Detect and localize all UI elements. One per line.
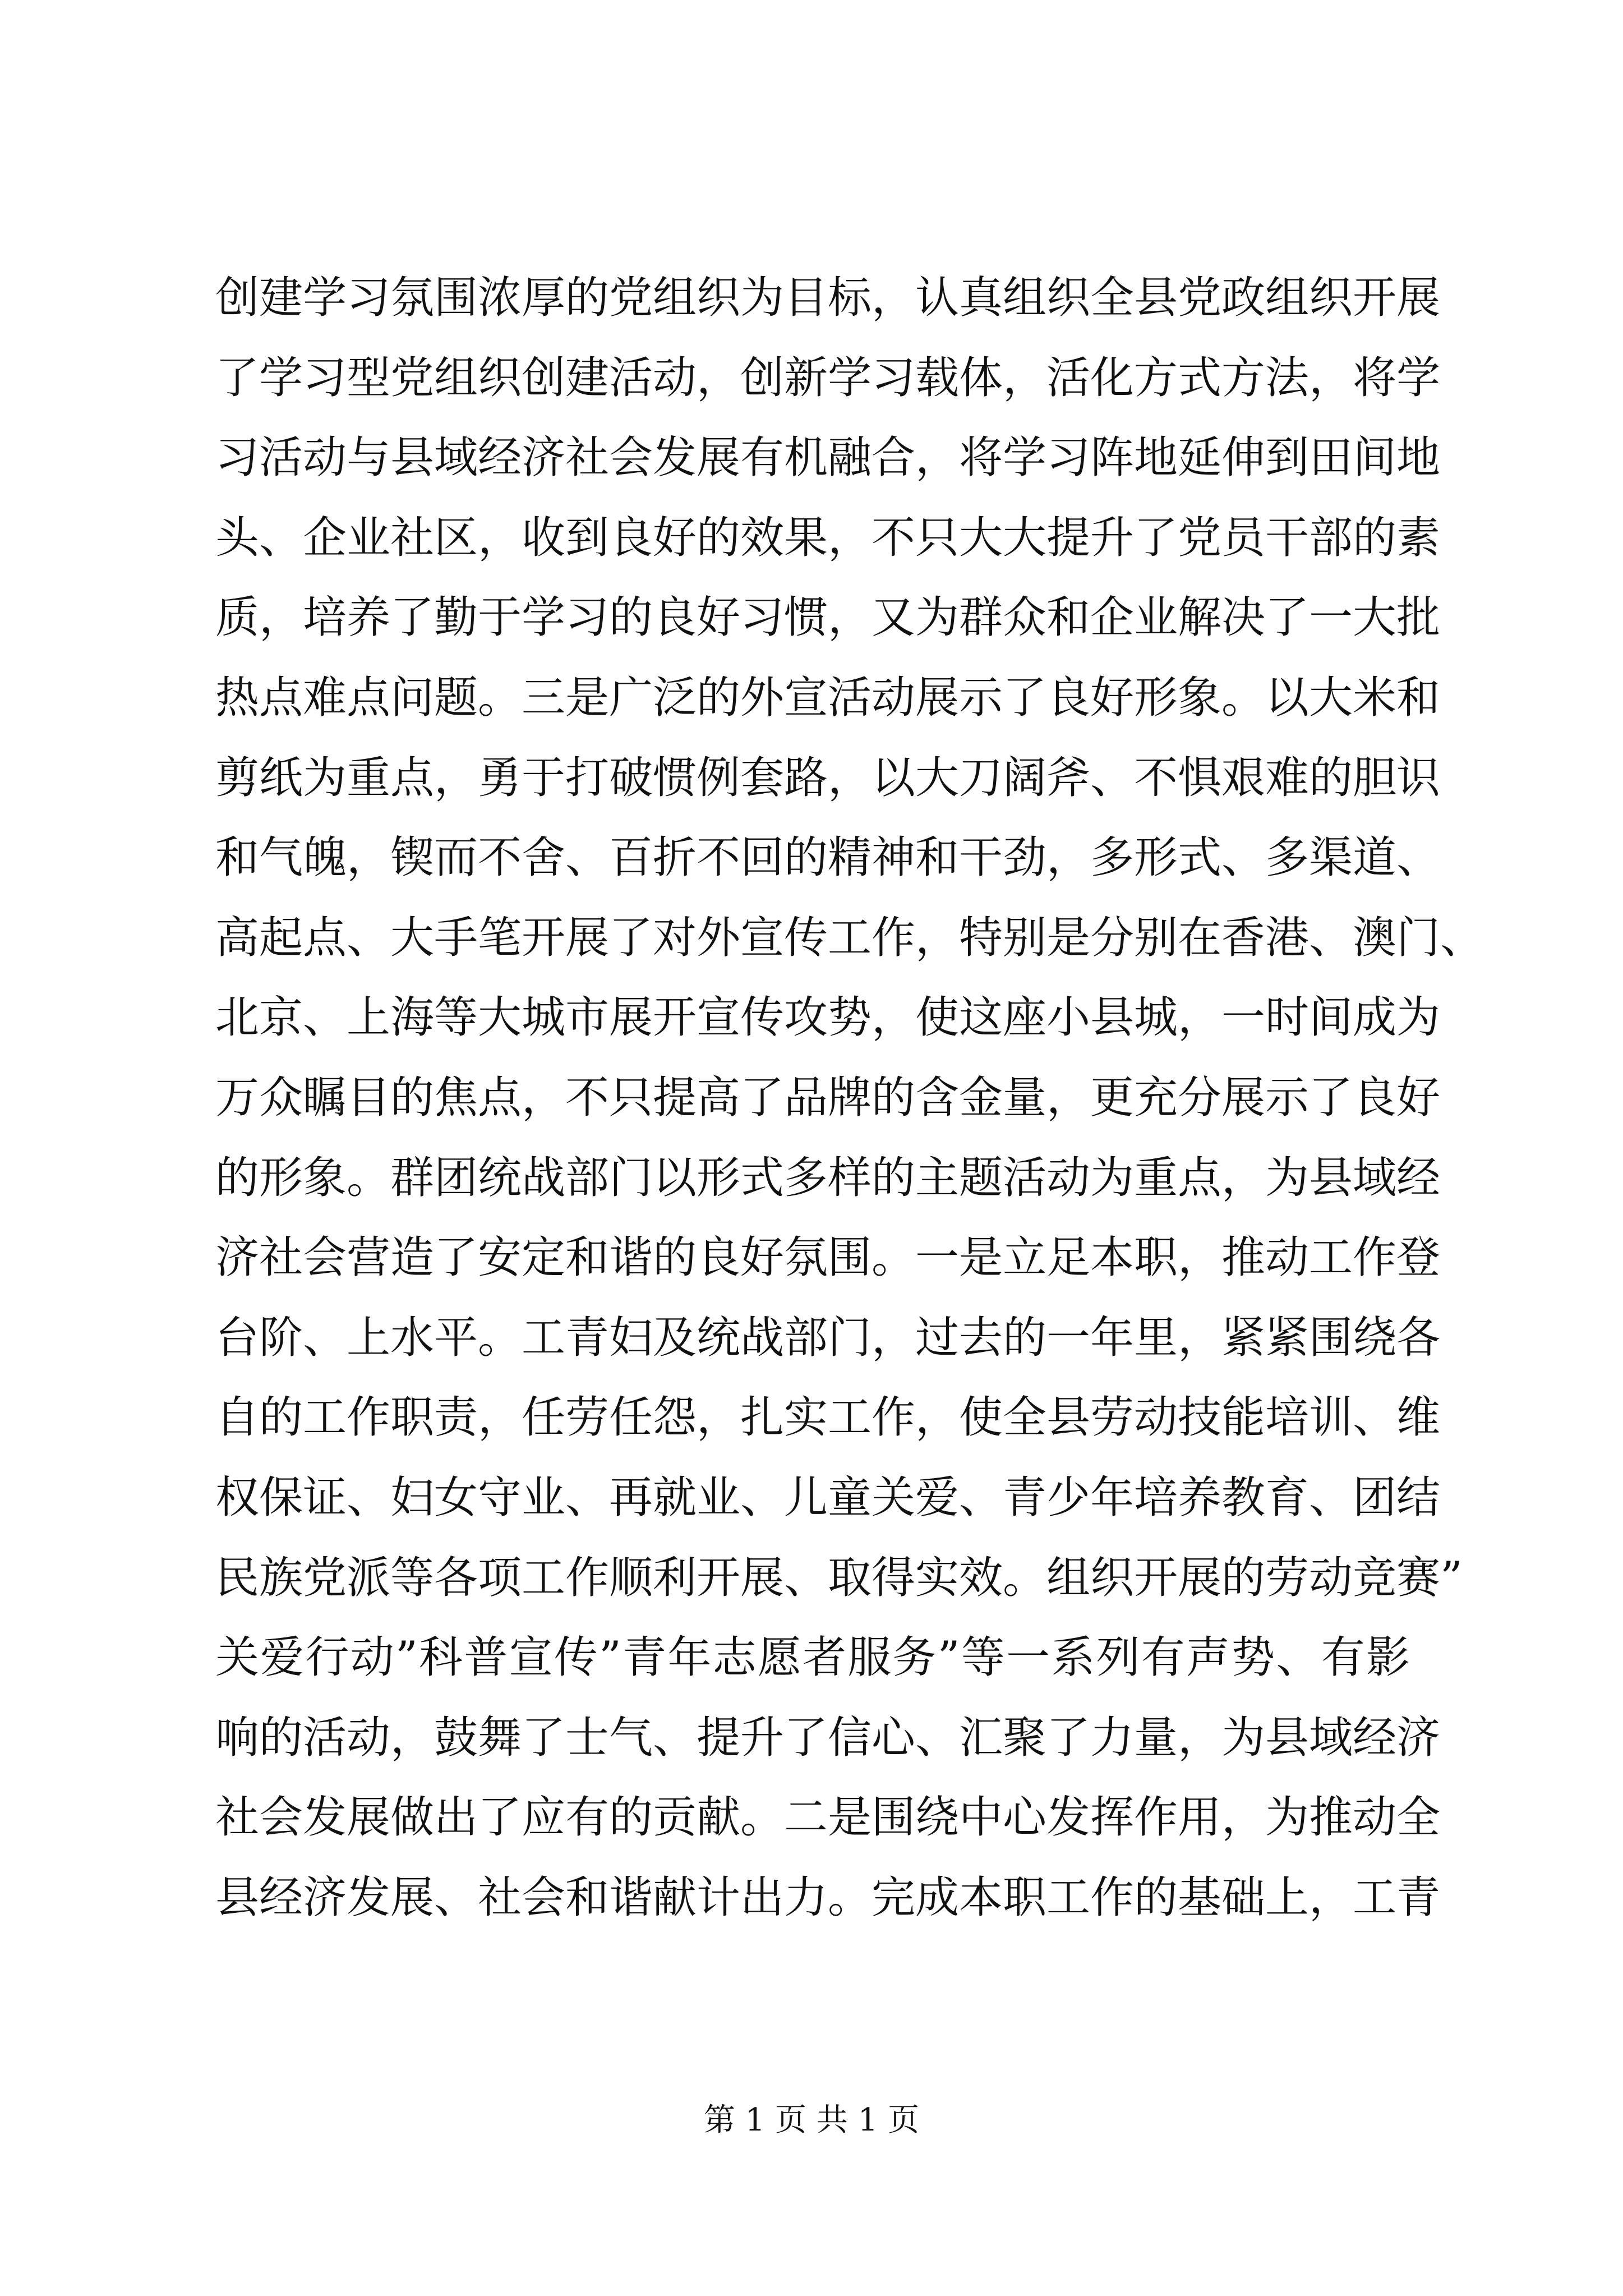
text-line: 北京、上海等大城市展开宣传攻势，使这座小县城，一时间成为 [215, 992, 1441, 1043]
text-line: 质，培养了勤于学习的良好习惯，又为群众和企业解决了一大批 [215, 592, 1441, 643]
text-line: 了学习型党组织创建活动，创新学习载体，活化方式方法，将学 [215, 352, 1441, 403]
text-line: 万众瞩目的焦点，不只提高了品牌的含金量，更充分展示了良好 [215, 1072, 1441, 1123]
text-line: 台阶、上水平。工青妇及统战部门，过去的一年里，紧紧围绕各 [215, 1312, 1441, 1363]
text-line: 社会发展做出了应有的贡献。二是围绕中心发挥作用，为推动全 [215, 1792, 1441, 1843]
text-line: 响的活动，鼓舞了士气、提升了信心、汇聚了力量，为县域经济 [215, 1712, 1441, 1763]
text-line: 剪纸为重点，勇于打破惯例套路，以大刀阔斧、不惧艰难的胆识 [215, 752, 1441, 803]
text-line: 自的工作职责，任劳任怨，扎实工作，使全县劳动技能培训、维 [215, 1392, 1441, 1443]
text-line: 县经济发展、社会和谐献计出力。完成本职工作的基础上，工青 [215, 1872, 1441, 1923]
text-line: 济社会营造了安定和谐的良好氛围。一是立足本职，推动工作登 [215, 1232, 1441, 1283]
text-line: 创建学习氛围浓厚的党组织为目标，认真组织全县党政组织开展 [215, 273, 1441, 323]
page-footer [0, 2101, 1623, 2140]
text-line: 权保证、妇女守业、再就业、儿童关爱、青少年培养教育、团结 [215, 1472, 1441, 1523]
text-line: 的形象。群团统战部门以形式多样的主题活动为重点，为县域经 [215, 1152, 1441, 1203]
text-line: 头、企业社区，收到良好的效果，不只大大提升了党员干部的素 [215, 512, 1441, 563]
body-text [215, 258, 1484, 1938]
text-line: 和气魄，锲而不舍、百折不回的精神和干劲，多形式、多渠道、 [215, 832, 1441, 884]
text-line: 习活动与县域经济社会发展有机融合，将学习阵地延伸到田间地 [215, 432, 1441, 484]
page-number-label: 第 1 页 共 1 页 [703, 2102, 920, 2138]
text-line: 民族党派等各项工作顺利开展、取得实效。组织开展的劳动竞赛” [215, 1552, 1463, 1603]
text-line: 关爱行动”科普宣传”青年志愿者服务”等一系列有声势、有影 [215, 1632, 1410, 1683]
text-line: 热点难点问题。三是广泛的外宣活动展示了良好形象。以大米和 [215, 672, 1441, 723]
text-line: 高起点、大手笔开展了对外宣传工作，特别是分别在香港、澳门、 [215, 912, 1484, 963]
